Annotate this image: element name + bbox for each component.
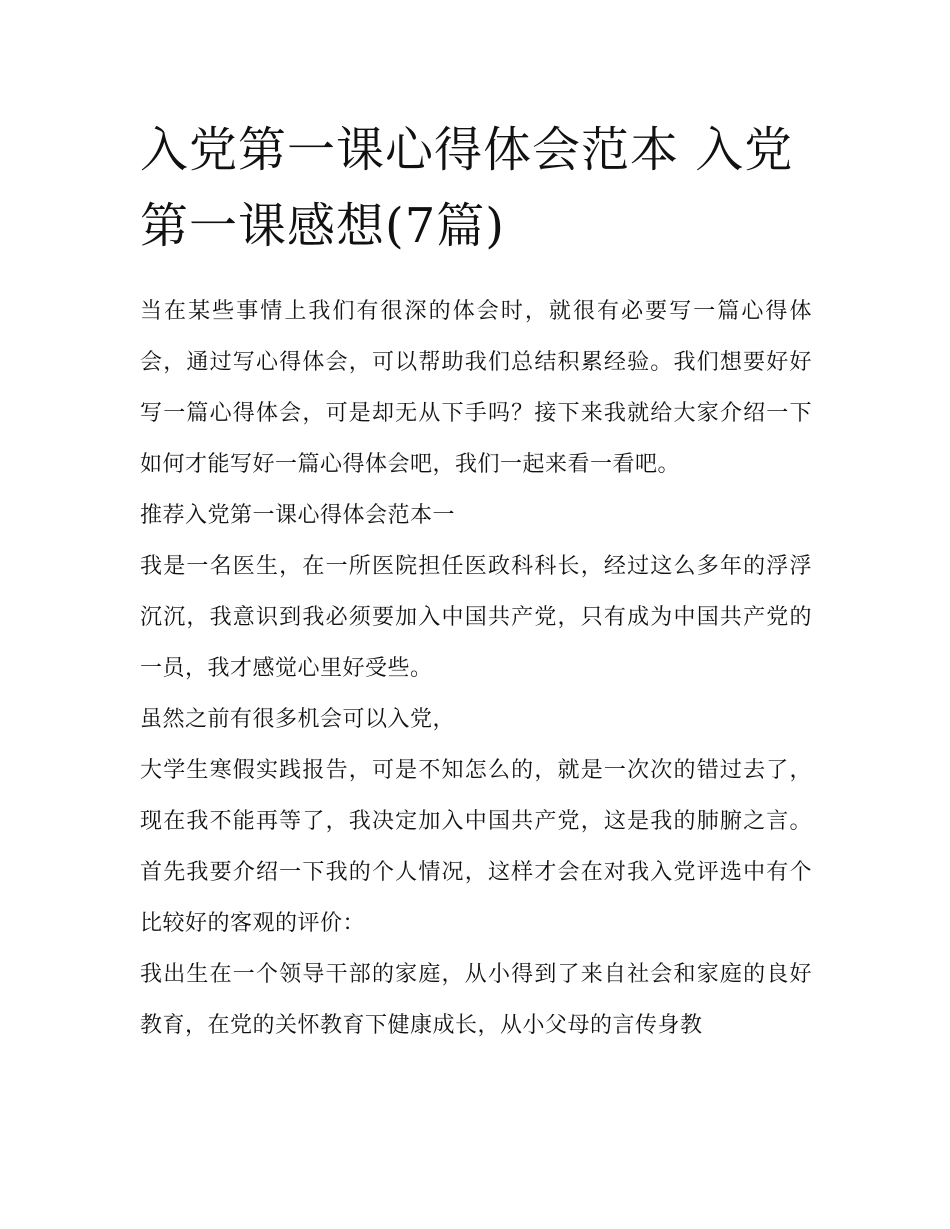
body-paragraph: 我出生在一个领导干部的家庭，从小得到了来自社会和家庭的良好教育，在党的关怀教育下健康成长，从小父母的言传身教: [140, 962, 812, 1038]
body-paragraph: 大学生寒假实践报告，可是不知怎么的，就是一次次的错过去了，现在我不能再等了，我决定加入中国共产党，这是我的肺腑之言。首先我要介绍一下我的个人情况，这样才会在对我入党评选中有个比较好的客观的评价：: [140, 758, 812, 936]
document-body: [140, 286, 812, 1051]
document-page: [140, 112, 812, 1051]
section-heading: 推荐入党第一课心得体会范本一: [140, 503, 456, 528]
body-paragraph: 我是一名医生，在一所医院担任医政科科长，经过这么多年的浮浮沉沉，我意识到我必须要加入中国共产党，只有成为中国共产党的一员，我才感觉心里好受些。: [140, 554, 812, 681]
document-title: 入党第一课心得体会范本 入党第一课感想(7篇): [140, 122, 794, 254]
intro-paragraph: 当在某些事情上我们有很深的体会时，就很有必要写一篇心得体会，通过写心得体会，可以帮助我们总结积累经验。我们想要好好写一篇心得体会，可是却无从下手吗？接下来我就给大家介绍一下如何才能写好一篇心得体会吧，我们一起来看一看吧。: [140, 299, 812, 477]
body-paragraph: 虽然之前有很多机会可以入党，: [140, 707, 456, 732]
